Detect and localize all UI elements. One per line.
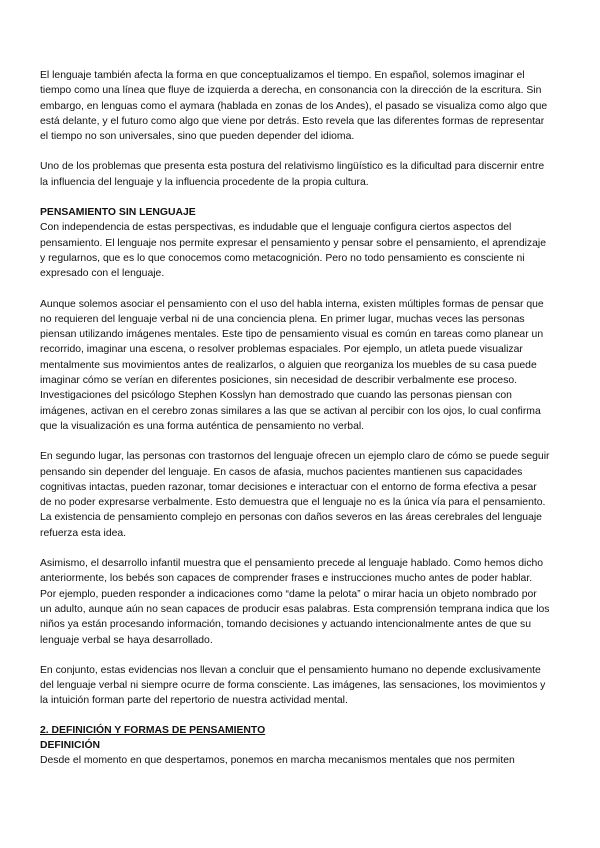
section-heading-definition-forms: 2. DEFINICIÓN Y FORMAS DE PENSAMIENTO xyxy=(40,724,266,736)
section-heading-thought-without-language: PENSAMIENTO SIN LENGUAJE xyxy=(40,207,196,219)
paragraph-independence: Con independencia de estas perspectivas, es indudable que el lenguaje configura ciertos aspectos del pensamiento. El lenguaje nos permite expresar el pensamiento y pensar sobre el pensamiento, el aprendizaje y regularnos, que es lo que conocemos como metacognición. Pero no todo pensamiento es consciente ni expresado con el lenguaje. xyxy=(40,222,546,280)
paragraph-language-disorders: En segundo lugar, las personas con trastornos del lenguaje ofrecen un ejemplo claro de cómo se puede seguir pensando sin depender del lenguaje. En casos de afasia, muchos pacientes mantienen sus capacidades cognitivas intactas, pueden razonar, tomar decisiones e interactuar con el entorno de forma efectiva a pesar de no poder expresarse verbalmente. Esto demuestra que el lenguaje no es la única vía para el pensamiento. La existencia de pensamiento complejo en personas con daños severos en las áreas cerebrales del lenguaje refuerza esta idea. xyxy=(40,451,550,539)
paragraph-mental-images: Aunque solemos asociar el pensamiento con el uso del habla interna, existen múltiples formas de pensar que no requieren del lenguaje verbal ni de una conciencia plena. En primer lugar, muchas veces las personas piensan utilizando imágenes mentales. Este tipo de pensamiento visual es común en tareas como planear un recorrido, imaginar una escena, o resolver problemas espaciales. Por ejemplo, un atleta puede visualizar mentalmente sus movimientos antes de realizarlos, o alguien que reorganiza los muebles de su casa puede imaginar cómo se verían en diferentes posiciones, sin necesidad de describir verbalmente ese proceso. Investigaciones del psicólogo Stephen Kosslyn han demostrado que cuando las personas piensan con imágenes, activan en el cerebro zonas similares a las que se activan al percibir con los ojos, lo cual confirma que la visualización es una forma auténtica de pensamiento no verbal. xyxy=(40,298,544,432)
document-page xyxy=(40,68,550,784)
paragraph-time-conceptualization: El lenguaje también afecta la forma en que conceptualizamos el tiempo. En español, solemos imaginar el tiempo como una línea que fluye de izquierda a derecha, en consonancia con la dirección de la escritura. Sin embargo, en lenguas como el aymara (hablada en zonas de los Andes), el pasado se visualiza como algo que está delante, y el futuro como algo que viene por detrás. Esto revela que las diferentes formas de representar el tiempo no son universales, sino que pueden depender del idioma. xyxy=(40,70,548,143)
paragraph-child-development: Asimismo, el desarrollo infantil muestra que el pensamiento precede al lenguaje hablado. Como hemos dicho anteriormente, los bebés son capaces de comprender frases e instrucciones mucho antes de poder hablar. Por ejemplo, pueden responder a indicaciones como “dame la pelota” o mirar hacia un objeto nombrado por un adulto, aunque aún no sean capaces de producir esas palabras. Esta comprensión temprana indica que los niños ya están procesando información, tomando decisiones y actuando intencionalmente antes de que su lenguaje verbal se haya desarrollado. xyxy=(40,558,550,646)
paragraph-conclusion: En conjunto, estas evidencias nos llevan a concluir que el pensamiento humano no depende exclusivamente del lenguaje verbal ni siempre ocurre de forma consciente. Las imágenes, las sensaciones, los movimientos y la intuición forman parte del repertorio de nuestra actividad mental. xyxy=(40,664,546,707)
paragraph-definition-start: Desde el momento en que despertamos, ponemos en marcha mecanismos mentales que nos permiten xyxy=(40,755,515,767)
paragraph-relativism-problem: Uno de los problemas que presenta esta postura del relativismo lingüístico es la dificultad para discernir entre la influencia del lenguaje y la influencia procedente de la propia cultura. xyxy=(40,161,545,188)
subheading-definition: DEFINICIÓN xyxy=(40,739,101,751)
